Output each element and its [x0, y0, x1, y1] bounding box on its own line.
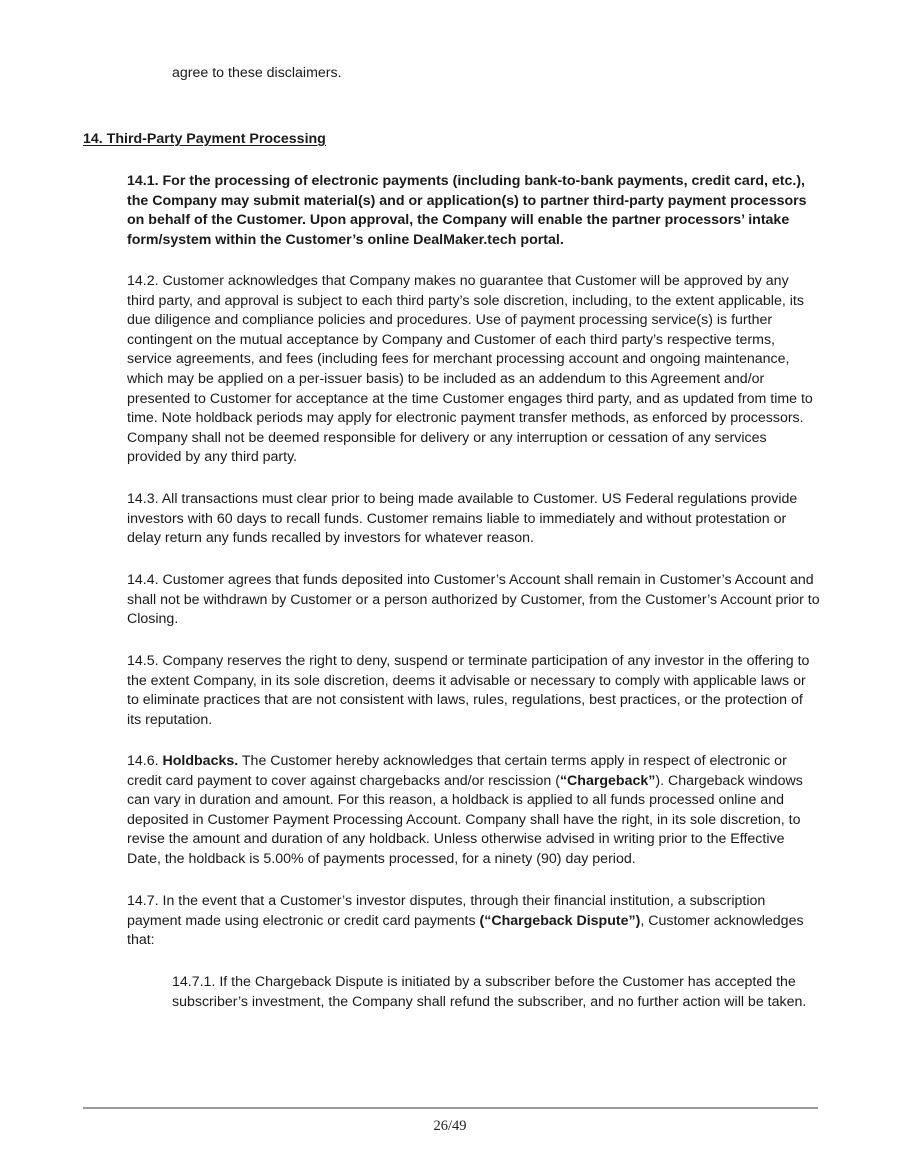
- footer-divider: [83, 1107, 818, 1109]
- clause-14-3: 14.3. All transactions must clear prior to being made available to Customer. US Federal regulations provide investors with 60 days to recall funds. Customer remains liable to immediately and without protestation or delay return any funds recalled by investors for whatever reason.: [127, 491, 798, 547]
- clause-14-6-text-a: The Customer hereby acknowledges that certain terms apply in respect of electronic or credit card payment to cover against chargebacks and/or rescission (: [127, 753, 787, 789]
- clause-14-7-text-a: 14.7. In the event that a Customer’s investor disputes, through their financial institution, a subscription payment made using electronic or credit card payments: [127, 893, 766, 929]
- clause-14-7-text-b: , Customer acknowledges that:: [127, 912, 804, 949]
- chargeback-term: “Chargeback”: [559, 772, 656, 789]
- clause-14-1: 14.1. For the processing of electronic payments (including bank-to-bank payments, credit card, etc.), the Company may submit material(s) and or application(s) to partner third-party payment processors on behalf of the Customer. Upon approval, the Company will enable the partner processors’ intake form/system within the Customer’s online DealMaker.tech portal.: [127, 173, 807, 248]
- clause-14-7-1: 14.7.1. If the Chargeback Dispute is initiated by a subscriber before the Customer has accepted the subscriber’s investment, the Company shall refund the subscriber, and no further action will be taken.: [172, 974, 807, 1010]
- intro-text: agree to these disclaimers.: [172, 65, 342, 81]
- clause-14-6-number: 14.6.: [127, 753, 163, 769]
- chargeback-dispute-term: (“Chargeback Dispute”): [479, 912, 641, 929]
- clause-14-4: 14.4. Customer agrees that funds deposited into Customer’s Account shall remain in Customer’s Account and shall not be withdrawn by Customer or a person authorized by Customer, from the Customer’s Account prior to Closing.: [127, 572, 820, 628]
- clause-14-6-text-b: ). Chargeback windows can vary in duration and amount. For this reason, a holdback is applied to all funds processed online and deposited in Customer Payment Processing Account. Company shall have the right, in its sole discretion, to revise the amount and duration of any holdback. Unless otherwise advised in writing prior to the Effective Date, the holdback is 5.00% of payments processed, for a ninety (90) day period.: [127, 772, 803, 867]
- clause-14-2: 14.2. Customer acknowledges that Company makes no guarantee that Customer will be approved by any third party, and approval is subject to each third party’s sole discretion, including, to the extent applicable, its due diligence and compliance policies and procedures. Use of payment processing service(s) is further contingent on the mutual acceptance by Company and Customer of each third party’s respective terms, service agreements, and fees (including fees for merchant processing account and ongoing maintenance, which may be applied on a per-issuer basis) to be included as an addendum to this Agreement and/or presented to Customer for acceptance at the time Customer engages third party, and as updated from time to time. Note holdback periods may apply for electronic payment transfer methods, as enforced by processors. Company shall not be deemed responsible for delivery or any interruption or cessation of any services provided by any third party.: [127, 273, 813, 466]
- clause-14-6: [127, 752, 820, 870]
- section-heading: 14. Third-Party Payment Processing: [83, 131, 326, 147]
- clause-14-6-title: Holdbacks.: [162, 753, 239, 769]
- clause-14-5: 14.5. Company reserves the right to deny, suspend or terminate participation of any investor in the offering to the extent Company, in its sole discretion, deems it advisable or necessary to comply with applicable laws or to eliminate practices that are not consistent with laws, rules, regulations, best practices, or the protection of its reputation.: [127, 653, 810, 728]
- clause-14-7: [127, 892, 820, 951]
- page-number: 26/49: [433, 1118, 467, 1134]
